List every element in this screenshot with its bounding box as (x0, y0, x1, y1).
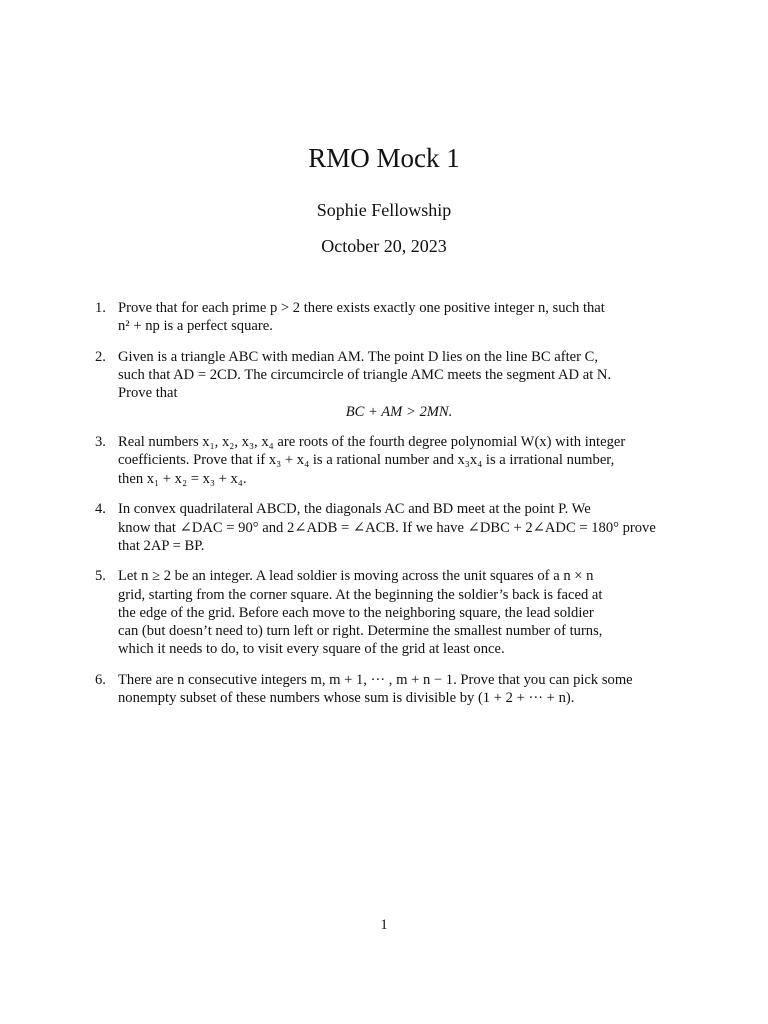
problem-number: 6. (95, 671, 106, 688)
problem-line: that 2AP = BP. (118, 537, 205, 554)
problem-number: 2. (95, 348, 106, 365)
problem-number: 3. (95, 434, 106, 451)
problem-6 (95, 671, 680, 707)
problem-line: Prove that for each prime p > 2 there exists exactly one positive integer n, such that (118, 300, 605, 316)
problem-line: the edge of the grid. Before each move to the neighboring square, the lead soldier (118, 604, 594, 621)
problem-2 (95, 348, 680, 421)
problem-line: can (but doesn’t need to) turn left or right. Determine the smallest number of turns, (118, 623, 603, 640)
problem-3 (95, 433, 680, 488)
problem-line: then x₁ + x₂ = x₃ + x₄. (118, 470, 247, 487)
problem-line: which it needs to do, to visit every square of the grid at least once. (118, 641, 505, 658)
problem-line: Given is a triangle ABC with median AM. The point D lies on the line BC after C, (118, 348, 599, 365)
document-author: Sophie Fellowship (316, 200, 452, 220)
document-date: October 20, 2023 (321, 236, 447, 256)
problem-line: coefficients. Prove that if x₃ + x₄ is a rational number and x₃x₄ is a irrational number, (118, 452, 615, 469)
problem-number: 1. (95, 300, 106, 316)
problem-line: Prove that (118, 385, 178, 402)
problem-line: nonempty subset of these numbers whose sum is divisible by (1 + 2 + ··· + n). (118, 690, 575, 707)
problem-line: Real numbers x₁, x₂, x₃, x₄ are roots of the fourth degree polynomial W(x) with integer (118, 434, 626, 451)
problem-line: There are n consecutive integers m, m + 1, ··· , m + n − 1. Prove that you can pick some (118, 671, 633, 688)
problem-line: grid, starting from the corner square. At the beginning the soldier’s back is faced at (118, 586, 603, 603)
problem-4 (95, 500, 680, 555)
problem-number: 4. (95, 501, 106, 518)
problem-list (95, 299, 680, 720)
problem-5 (95, 567, 680, 658)
problem-line: In convex quadrilateral ABCD, the diagonals AC and BD meet at the point P. We (118, 501, 591, 518)
problem-line: Let n ≥ 2 be an integer. A lead soldier is moving across the unit squares of a n × n (118, 568, 594, 585)
problem-line: such that AD = 2CD. The circumcircle of triangle AMC meets the segment AD at N. (118, 367, 612, 384)
problem-1 (95, 299, 680, 335)
document-title: RMO Mock 1 (308, 143, 460, 173)
problem-number: 5. (95, 568, 106, 585)
problem-line: know that ∠DAC = 90° and 2∠ADB = ∠ACB. If we have ∠DBC + 2∠ADC = 180° prove (118, 519, 656, 536)
problem-line: n² + np is a perfect square. (118, 318, 273, 335)
page-number: 1 (380, 917, 388, 933)
display-equation: BC + AM > 2MN. (345, 403, 453, 420)
